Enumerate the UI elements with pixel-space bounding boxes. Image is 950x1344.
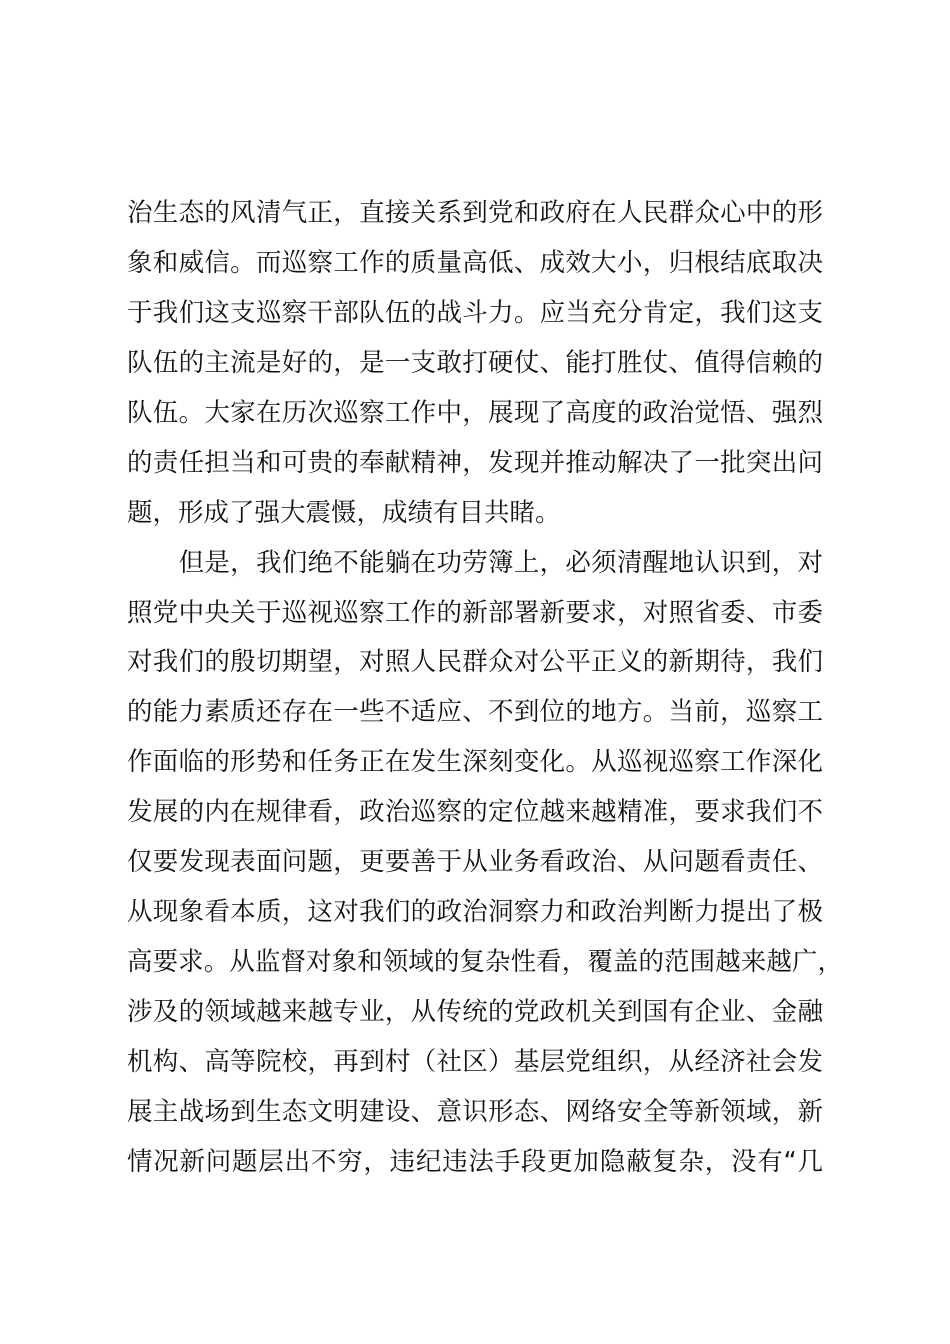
text-line: 象和威信。而巡察工作的质量高低、成效大小，归根结底取决 — [127, 247, 823, 278]
text-line: 治生态的风清气正，直接关系到党和政府在人民群众心中的形 — [127, 198, 823, 228]
text-line: 从现象看本质，这对我们的政治洞察力和政治判断力提出了极 — [127, 897, 823, 928]
text-line: 队伍的主流是好的，是一支敢打硬仗、能打胜仗、值得信赖的 — [127, 347, 823, 378]
text-line: 的能力素质还存在一些不适应、不到位的地方。当前，巡察工 — [127, 697, 823, 728]
text-line: 对我们的殷切期望，对照人民群众对公平正义的新期待，我们 — [127, 647, 823, 678]
text-line: 照党中央关于巡视巡察工作的新部署新要求，对照省委、市委 — [127, 597, 823, 628]
text-line: 的责任担当和可贵的奉献精神，发现并推动解决了一批突出问 — [127, 447, 823, 478]
text-line: 展主战场到生态文明建设、意识形态、网络安全等新领域，新 — [127, 1096, 823, 1127]
text-line: 高要求。从监督对象和领域的复杂性看，覆盖的范围越来越广， — [127, 947, 843, 978]
document-page — [127, 189, 843, 1188]
text-line: 情况新问题层出不穷，违纪违法手段更加隐蔽复杂，没有“几 — [127, 1146, 823, 1177]
text-line: 机构、高等院校，再到村（社区）基层党组织，从经济社会发 — [127, 1046, 823, 1077]
text-line: 仅要发现表面问题，更要善于从业务看政治、从问题看责任、 — [127, 847, 823, 878]
text-line: 题，形成了强大震慑，成绩有目共睹。 — [127, 497, 561, 528]
text-line: 于我们这支巡察干部队伍的战斗力。应当充分肯定，我们这支 — [127, 297, 823, 328]
text-line: 作面临的形势和任务正在发生深刻变化。从巡视巡察工作深化 — [127, 747, 823, 778]
text-line: 队伍。大家在历次巡察工作中，展现了高度的政治觉悟、强烈 — [127, 397, 823, 428]
text-line: 但是，我们绝不能躺在功劳簿上，必须清醒地认识到，对 — [127, 547, 823, 578]
text-line: 涉及的领域越来越专业，从传统的党政机关到国有企业、金融 — [127, 997, 823, 1027]
text-line: 发展的内在规律看，政治巡察的定位越来越精准，要求我们不 — [127, 797, 823, 828]
